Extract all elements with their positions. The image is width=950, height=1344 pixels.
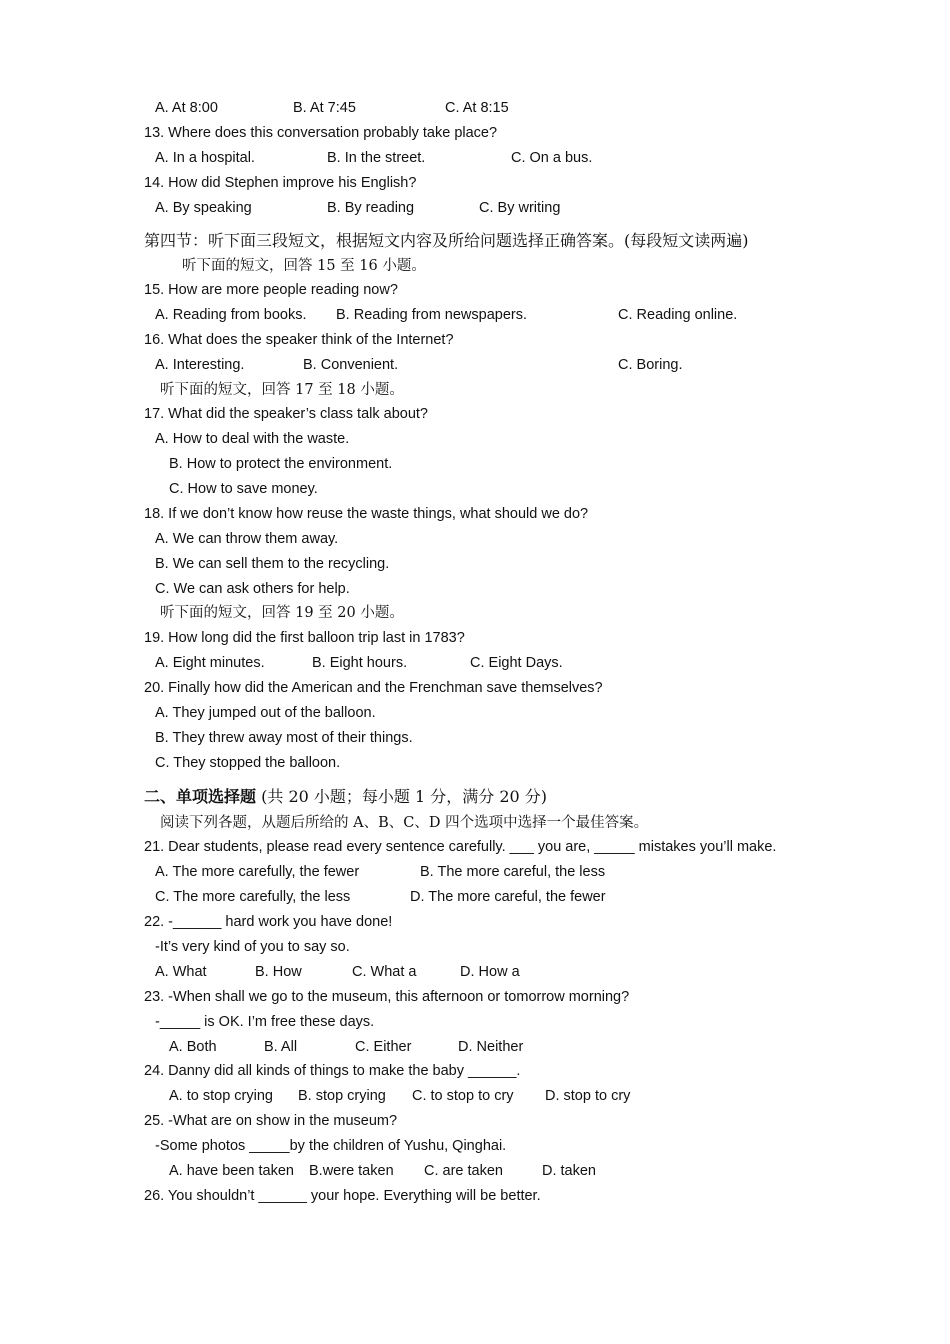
- q21-option-b: B. The more careful, the less: [420, 864, 606, 880]
- q13-option-b: B. In the street.: [327, 150, 426, 166]
- q19-option-a: A. Eight minutes.: [155, 655, 265, 671]
- q23-stem: 23. -When shall we go to the museum, this afternoon or tomorrow morning?: [144, 989, 630, 1005]
- q22-option-a: A. What: [155, 964, 207, 980]
- q21-stem: 21. Dear students, please read every sentence carefully. ___ you are, _____ mistakes you’ll make.: [144, 839, 777, 855]
- q15-option-a: A. Reading from books.: [155, 307, 307, 323]
- q19-option-b: B. Eight hours.: [312, 655, 408, 671]
- section4-intro-19-20: 听下面的短文，回答 19 至 20 小题。: [160, 605, 404, 621]
- q17-option-c: C. How to save money.: [169, 481, 318, 497]
- q23-reply: -_____ is OK. I’m free these days.: [155, 1014, 375, 1030]
- q12-option-c: C. At 8:15: [445, 100, 509, 116]
- q16-option-a: A. Interesting.: [155, 357, 245, 373]
- section4-intro-17-18: 听下面的短文，回答 17 至 18 小题。: [160, 382, 404, 398]
- q18-option-b: B. We can sell them to the recycling.: [155, 556, 390, 572]
- q17-option-a: A. How to deal with the waste.: [155, 431, 350, 447]
- q20-option-a: A. They jumped out of the balloon.: [155, 705, 376, 721]
- q25-option-c: C. are taken: [424, 1163, 503, 1179]
- q25-stem: 25. -What are on show in the museum?: [144, 1113, 398, 1129]
- part2-title: 二、单项选择题: [144, 787, 257, 806]
- q14-stem: 14. How did Stephen improve his English?: [144, 175, 417, 191]
- q22-option-d: D. How a: [460, 964, 520, 980]
- q22-option-c: C. What a: [352, 964, 417, 980]
- q18-stem: 18. If we don’t know how reuse the waste things, what should we do?: [144, 506, 589, 522]
- q20-option-c: C. They stopped the balloon.: [155, 755, 341, 771]
- q20-option-b: B. They threw away most of their things.: [155, 730, 413, 746]
- q15-stem: 15. How are more people reading now?: [144, 282, 398, 298]
- q14-option-a: A. By speaking: [155, 200, 252, 216]
- q24-option-d: D. stop to cry: [545, 1088, 631, 1104]
- q22-stem: 22. -______ hard work you have done!: [144, 914, 393, 930]
- q24-stem: 24. Danny did all kinds of things to make the baby ______.: [144, 1063, 521, 1079]
- q18-option-a: A. We can throw them away.: [155, 531, 339, 547]
- q21-option-d: D. The more careful, the fewer: [410, 889, 606, 905]
- q13-stem: 13. Where does this conversation probably take place?: [144, 125, 498, 141]
- q12-option-b: B. At 7:45: [293, 100, 356, 116]
- q25-reply: -Some photos _____by the children of Yushu, Qinghai.: [155, 1138, 507, 1154]
- q14-option-c: C. By writing: [479, 200, 561, 216]
- part2-heading: [144, 788, 547, 806]
- section4-title: 第四节：听下面三段短文，根据短文内容及所给问题选择正确答案。(每段短文读两遍): [144, 231, 749, 250]
- q16-option-c: C. Boring.: [618, 357, 683, 373]
- q19-option-c: C. Eight Days.: [470, 655, 563, 671]
- q16-stem: 16. What does the speaker think of the Internet?: [144, 332, 454, 348]
- q17-stem: 17. What did the speaker’s class talk about?: [144, 406, 428, 422]
- part2-subtitle: (共 20 小题；每小题 1 分，满分 20 分): [261, 787, 548, 806]
- q24-option-b: B. stop crying: [298, 1088, 386, 1104]
- q14-option-b: B. By reading: [327, 200, 415, 216]
- section4-intro-15-16: 听下面的短文，回答 15 至 16 小题。: [182, 258, 426, 274]
- q22-reply: -It’s very kind of you to say so.: [155, 939, 350, 955]
- q21-option-c: C. The more carefully, the less: [155, 889, 351, 905]
- q23-option-b: B. All: [264, 1039, 298, 1055]
- q15-option-b: B. Reading from newspapers.: [336, 307, 528, 323]
- q25-option-a: A. have been taken: [169, 1163, 294, 1179]
- q24-option-c: C. to stop to cry: [412, 1088, 514, 1104]
- q23-option-c: C. Either: [355, 1039, 412, 1055]
- q20-stem: 20. Finally how did the American and the Frenchman save themselves?: [144, 680, 603, 696]
- q16-option-b: B. Convenient.: [303, 357, 399, 373]
- q25-option-b: B.were taken: [309, 1163, 394, 1179]
- part2-instruction: 阅读下列各题，从题后所给的 A、B、C、D 四个选项中选择一个最佳答案。: [160, 815, 649, 831]
- q24-option-a: A. to stop crying: [169, 1088, 273, 1104]
- q25-option-d: D. taken: [542, 1163, 596, 1179]
- q13-option-c: C. On a bus.: [511, 150, 593, 166]
- q15-option-c: C. Reading online.: [618, 307, 738, 323]
- q13-option-a: A. In a hospital.: [155, 150, 255, 166]
- q17-option-b: B. How to protect the environment.: [169, 456, 393, 472]
- q12-option-a: A. At 8:00: [155, 100, 218, 116]
- q21-option-a: A. The more carefully, the fewer: [155, 864, 360, 880]
- q23-option-d: D. Neither: [458, 1039, 524, 1055]
- q18-option-c: C. We can ask others for help.: [155, 581, 350, 597]
- q19-stem: 19. How long did the first balloon trip last in 1783?: [144, 630, 465, 646]
- q23-option-a: A. Both: [169, 1039, 217, 1055]
- q26-stem: 26. You shouldn’t ______ your hope. Everything will be better.: [144, 1188, 541, 1204]
- q22-option-b: B. How: [255, 964, 302, 980]
